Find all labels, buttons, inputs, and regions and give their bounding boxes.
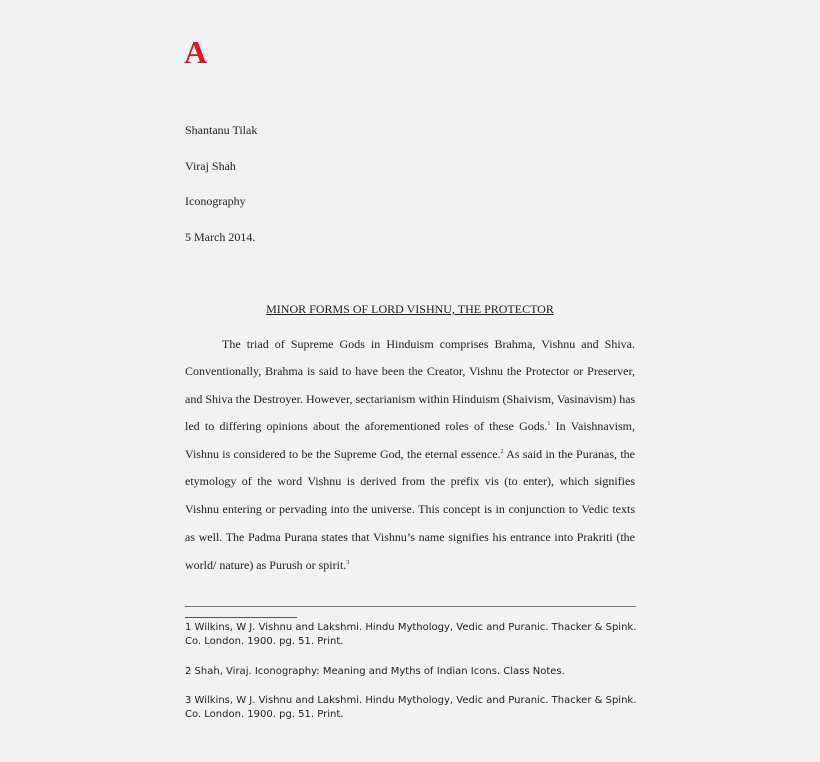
body-line bbox=[185, 447, 635, 462]
body-text: As said in the Puranas, the bbox=[503, 447, 635, 461]
body-line: Conventionally, Brahma is said to have been the Creator, Vishnu the Protector or Preserver, bbox=[185, 364, 635, 378]
course-name: Iconography bbox=[185, 194, 246, 208]
footnote-ref-1[interactable]: 1 bbox=[547, 421, 551, 427]
document-title: MINOR FORMS OF LORD VISHNU, THE PROTECTOR bbox=[266, 302, 554, 316]
body-text: In Vaishnavism, bbox=[550, 419, 636, 433]
footnote-3: 3 Wilkins, W J. Vishnu and Lakshmi. Hindu Mythology, Vedic and Puranic. Thacker & Spink. Co. London. 1900. pg. 51. Print. bbox=[185, 695, 637, 720]
body-line bbox=[185, 558, 635, 573]
body-text: world/ nature) as Purush or spirit. bbox=[185, 558, 347, 572]
body-line: etymology of the word Vishnu is derived from the prefix vis (to enter), which signifies bbox=[185, 474, 635, 488]
footnote-ref-3[interactable]: 3 bbox=[346, 560, 350, 566]
body-line: and Shiva the Destroyer. However, sectarianism within Hinduism (Shaivism, Vasinavism) has bbox=[185, 392, 636, 406]
footnote-1: 1 Wilkins, W J. Vishnu and Lakshmi. Hindu Mythology, Vedic and Puranic. Thacker & Spink. Co. London. 1900. pg. 51. Print. bbox=[185, 622, 637, 647]
footnote-2: 2 Shah, Viraj. Iconography: Meaning and Myths of Indian Icons. Class Notes. bbox=[185, 666, 565, 677]
body-text: led to differing opinions about the aforementioned roles of these Gods. bbox=[185, 419, 548, 433]
red-a-logo: A bbox=[184, 34, 208, 70]
footnote-separator bbox=[185, 617, 297, 618]
document-date: 5 March 2014. bbox=[185, 230, 256, 244]
page-divider bbox=[185, 606, 636, 607]
footnote-ref-2[interactable]: 2 bbox=[500, 449, 504, 455]
body-text: Vishnu is considered to be the Supreme God, the eternal essence. bbox=[185, 447, 501, 461]
author-name: Shantanu Tilak bbox=[185, 123, 258, 137]
body-line: Vishnu entering or pervading into the universe. This concept is in conjunction to Vedic texts bbox=[185, 502, 635, 516]
body-line: The triad of Supreme Gods in Hinduism comprises Brahma, Vishnu and Shiva. bbox=[222, 337, 635, 351]
body-line bbox=[185, 419, 635, 434]
instructor-name: Viraj Shah bbox=[185, 159, 236, 173]
body-line: as well. The Padma Purana states that Vishnu’s name signifies his entrance into Prakriti (the bbox=[185, 530, 635, 544]
